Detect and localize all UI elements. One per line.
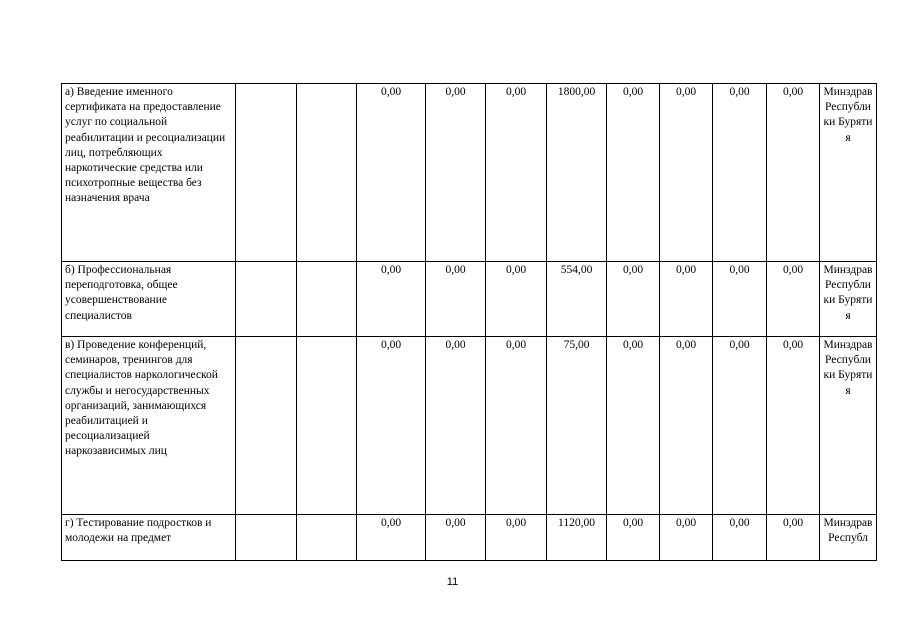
page-number: 11 — [446, 576, 459, 588]
value-cell: 0,00 — [660, 84, 713, 262]
value-cell: 0,00 — [486, 262, 547, 337]
value-cell: 0,00 — [357, 262, 426, 337]
value-cell: 0,00 — [767, 337, 820, 515]
empty-cell — [297, 262, 357, 337]
empty-cell — [236, 337, 297, 515]
value-cell: 0,00 — [767, 84, 820, 262]
value-cell: 0,00 — [486, 84, 547, 262]
value-cell: 0,00 — [713, 262, 767, 337]
table-row — [62, 84, 877, 262]
value-cell: 0,00 — [426, 515, 486, 561]
value-cell: 0,00 — [607, 337, 660, 515]
empty-cell — [236, 515, 297, 561]
empty-cell — [297, 515, 357, 561]
row-description: а) Введение именного сертификата на предоставление услуг по социальной реабилитации и ресоциализации лиц, потребляющих наркотические средства или психотропные вещества без назначения врача — [62, 84, 236, 262]
value-cell: 0,00 — [426, 262, 486, 337]
value-cell: 0,00 — [486, 515, 547, 561]
row-description: б) Профессиональная переподготовка, общее усовершенствование специалистов — [62, 262, 236, 337]
value-cell: 0,00 — [607, 515, 660, 561]
value-cell: 0,00 — [713, 515, 767, 561]
value-cell: 0,00 — [426, 337, 486, 515]
value-cell: 0,00 — [357, 515, 426, 561]
value-cell: 0,00 — [660, 515, 713, 561]
budget-table — [61, 83, 877, 561]
value-cell: 0,00 — [660, 337, 713, 515]
empty-cell — [297, 337, 357, 515]
table-row — [62, 337, 877, 515]
value-cell: 0,00 — [767, 262, 820, 337]
value-cell: 0,00 — [486, 337, 547, 515]
executor-cell: Минздрав Республ — [820, 515, 877, 561]
row-description: г) Тестирование подростков и молодежи на предмет — [62, 515, 236, 561]
executor-cell: Минздрав Республики Бурятия — [820, 262, 877, 337]
value-cell: 0,00 — [357, 84, 426, 262]
value-cell: 75,00 — [547, 337, 607, 515]
value-cell: 0,00 — [660, 262, 713, 337]
executor-cell: Минздрав Республики Бурятия — [820, 337, 877, 515]
table-row — [62, 515, 877, 561]
value-cell: 1800,00 — [547, 84, 607, 262]
empty-cell — [236, 84, 297, 262]
empty-cell — [297, 84, 357, 262]
executor-cell: Минздрав Республики Бурятия — [820, 84, 877, 262]
value-cell: 0,00 — [426, 84, 486, 262]
value-cell: 0,00 — [767, 515, 820, 561]
table-row — [62, 262, 877, 337]
empty-cell — [236, 262, 297, 337]
row-description: в) Проведение конференций, семинаров, тренингов для специалистов наркологической службы и негосударственных организаций, занимающихся реабилитацией и ресоциализацией наркозависимых лиц — [62, 337, 236, 515]
value-cell: 0,00 — [713, 337, 767, 515]
value-cell: 0,00 — [607, 84, 660, 262]
value-cell: 0,00 — [713, 84, 767, 262]
value-cell: 554,00 — [547, 262, 607, 337]
value-cell: 1120,00 — [547, 515, 607, 561]
value-cell: 0,00 — [357, 337, 426, 515]
value-cell: 0,00 — [607, 262, 660, 337]
